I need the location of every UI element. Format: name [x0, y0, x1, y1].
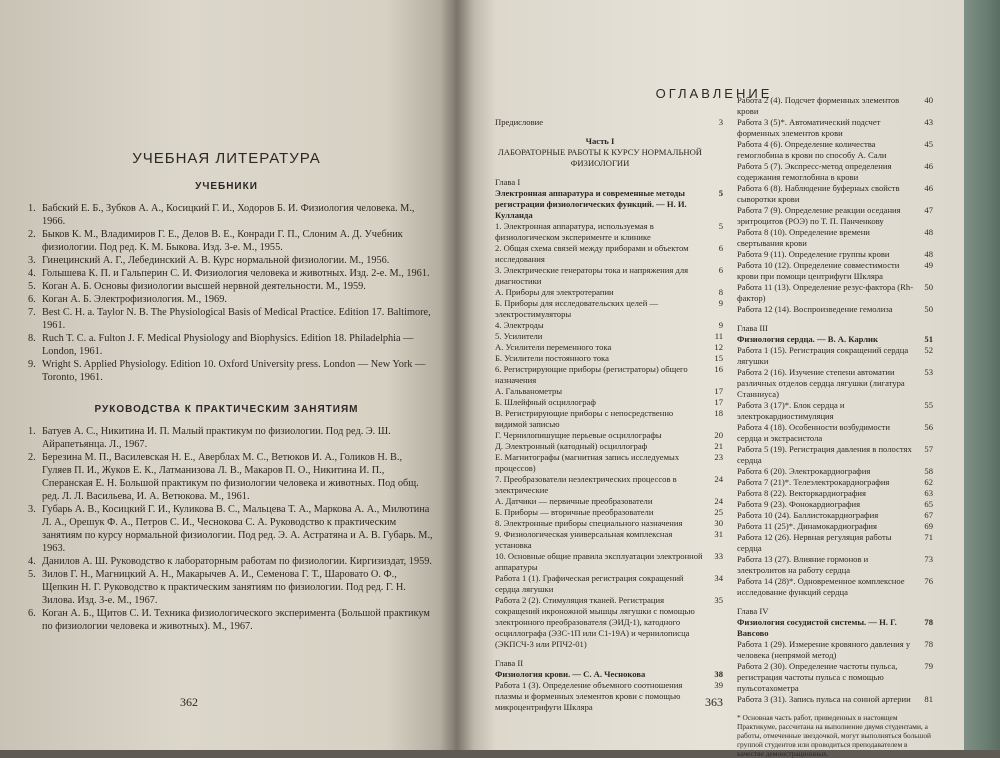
toc-entry-title: Работа 6 (8). Наблюдение буферных свойств сыворотки крови — [737, 183, 900, 204]
toc-entry-page: 35 — [714, 595, 723, 605]
toc-entry-page: 52 — [924, 345, 933, 355]
toc-entry-page: 62 — [924, 477, 933, 487]
toc-entry-page: 55 — [924, 400, 933, 410]
toc-entry-title: 6. Регистрирующие приборы (регистраторы) общего назначения — [495, 364, 688, 385]
toc-entry-title: 9. Физиологическая универсальная комплексная установка — [495, 529, 673, 550]
right-page — [455, 0, 967, 758]
toc-entry — [737, 488, 933, 499]
toc-entry-title: Работа 3 (17)*. Блок сердца и электрокардиостимуляция — [737, 400, 845, 421]
left-page-title: УЧЕБНАЯ ЛИТЕРАТУРА — [132, 150, 321, 167]
toc-entry-title: Работа 10 (24). Баллистокардиография — [737, 510, 879, 520]
toc-entry — [737, 661, 933, 694]
toc-entry — [737, 304, 933, 315]
toc-entry-page: 12 — [714, 342, 723, 352]
toc-entry-page: 63 — [924, 488, 933, 498]
toc-entry — [495, 507, 723, 518]
toc-entry — [495, 386, 723, 397]
toc-entry-page: 17 — [714, 386, 723, 396]
toc-entry-page: 46 — [924, 183, 933, 193]
toc-entry-page: 6 — [718, 265, 723, 275]
toc-entry-page: 18 — [714, 408, 723, 418]
toc-entry-page: 6 — [718, 243, 723, 253]
toc-entry-page: 51 — [924, 334, 933, 344]
toc-entry-page: 38 — [714, 669, 723, 679]
toc-entry-page: 15 — [714, 353, 723, 363]
toc-entry-title: А. Усилители переменного тока — [495, 342, 612, 352]
bibliography-item-text: Березина М. П., Василевская Н. Е., Аверблах М. С., Ветюков И. А., Голиков Н. В., Гуляев П. И., Жуков Е. К., Латманизова Л. В., Макаров П. О., Никитина И. П., Сперанская Е. Н. Большой практикум по физиологии человека и животных. Под общ. ред. Л. Л. Васильева, И. А. Ветюкова. М., 1961. — [42, 452, 419, 502]
toc-entry — [495, 658, 723, 669]
toc-entry — [737, 576, 933, 598]
toc-entry — [737, 161, 933, 183]
toc-entry-page — [709, 136, 723, 147]
toc-entry-page: 78 — [924, 617, 933, 627]
toc-entry — [495, 551, 723, 573]
toc-entry-page: 31 — [714, 529, 723, 539]
book-gutter — [440, 0, 474, 750]
toc-entry-title: 4. Электроды — [495, 320, 544, 330]
toc-entry-page: 20 — [714, 430, 723, 440]
toc-entry-title: Работа 5 (19). Регистрация давления в полостях сердца — [737, 444, 912, 465]
bibliography-item-text: Гинецинский А. Г., Лебединский А. В. Курс нормальной физиологии. М., 1956. — [42, 255, 390, 266]
bibliography-item-text: Зилов Г. Н., Магницкий А. Н., Макарычев А. И., Семенова Г. Т., Шаровато О. Ф., Щепкин Н. Г. Руководство к практическим занятиям по физиологии. Под ред. Г. Н. Зилова. Изд. 3-е. М., 1967. — [42, 569, 406, 606]
toc-entry-title: ЛАБОРАТОРНЫЕ РАБОТЫ К КУРСУ НОРМАЛЬНОЙ ФИЗИОЛОГИИ — [497, 147, 702, 168]
toc-entry-page: 81 — [924, 694, 933, 704]
toc-entry-title: Работа 1 (15). Регистрация сокращений сердца лягушки — [737, 345, 909, 366]
toc-entry-title: Часть I — [585, 136, 615, 146]
toc-entry — [495, 669, 723, 680]
toc-entry-page: 45 — [924, 139, 933, 149]
toc-entry-title: Г. Чернилопишущие перьевые осциллографы — [495, 430, 662, 440]
toc-entry — [495, 430, 723, 441]
toc-entry-title: Работа 11 (25)*. Динамокардиография — [737, 521, 877, 531]
toc-entry-title: Работа 7 (9). Определение реакции оседания эритроцитов (РОЭ) по Т. П. Панченкову — [737, 205, 901, 226]
toc-entry-title: Работа 2 (30). Определение частоты пульса, регистрация частоты пульса с помощью пульсотахометра — [737, 661, 898, 693]
toc-entry — [495, 595, 723, 650]
bibliography-item-number: 5. — [28, 569, 36, 580]
toc-entry — [495, 364, 723, 386]
bibliography-item-number: 1. — [28, 203, 36, 214]
left-page-number: 362 — [180, 695, 198, 709]
toc-entry — [737, 444, 933, 466]
toc-entry — [495, 518, 723, 529]
toc-entry — [495, 221, 723, 243]
toc-entry-page: 5 — [718, 188, 723, 198]
bibliography-item — [20, 568, 433, 607]
toc-entry — [737, 139, 933, 161]
toc-entry-title: Е. Магнитографы (магнитная запись исследуемых процессов) — [495, 452, 680, 473]
toc-entry — [495, 452, 723, 474]
book-cover-edge — [964, 0, 1000, 750]
toc-entry-page: 58 — [924, 466, 933, 476]
practice-list — [20, 425, 433, 633]
toc-entry — [737, 400, 933, 422]
bibliography-item-text: Коган А. Б. Электрофизиология. М., 1969. — [42, 294, 227, 305]
toc-entry — [495, 342, 723, 353]
bibliography-item — [20, 332, 433, 358]
toc-entry-title: Физиология сосудистой системы. — Н. Г. Вавсово — [737, 617, 897, 638]
bibliography-item-text: Данилов А. Ш. Руководство к лабораторным работам по физиологии. Киргизиздат, 1959. — [42, 556, 432, 567]
toc-entry-title: Физиология крови. — С. А. Чеснокова — [495, 669, 646, 679]
textbooks-heading: УЧЕБНИКИ — [195, 181, 258, 192]
toc-entry-page: 79 — [924, 661, 933, 671]
toc-entry — [737, 334, 933, 345]
textbooks-list — [20, 202, 433, 384]
bibliography-item — [20, 306, 433, 332]
toc-entry-title: Электронная аппаратура и современные методы регистрации физиологических функций. — Н. И. Кулланда — [495, 188, 687, 220]
toc-entry-title: Б. Приборы — вторичные преобразователи — [495, 507, 654, 517]
toc-entry-title: А. Датчики — первичные преобразователи — [495, 496, 653, 506]
toc-entry — [737, 227, 933, 249]
toc-entry-page — [919, 606, 933, 617]
toc-entry — [495, 529, 723, 551]
toc-entry-page: 8 — [718, 287, 723, 297]
bibliography-item-number: 8. — [28, 333, 36, 344]
toc-entry — [737, 532, 933, 554]
toc-entry-title: Б. Шлейфный осциллограф — [495, 397, 596, 407]
toc-entry — [495, 188, 723, 221]
toc-entry — [737, 282, 933, 304]
toc-entry-page: 16 — [714, 364, 723, 374]
toc-entry — [495, 243, 723, 265]
toc-entry-title: Глава III — [737, 323, 768, 333]
toc-entry-page: 39 — [714, 680, 723, 690]
bibliography-item-number: 4. — [28, 556, 36, 567]
toc-entry — [737, 499, 933, 510]
toc-entry-page — [709, 658, 723, 669]
toc-entry — [495, 136, 723, 147]
toc-entry — [737, 694, 933, 705]
bibliography-item-text: Быков К. М., Владимиров Г. Е., Делов В. Е., Конради Г. П., Слоним А. Д. Учебник физиологии. Под ред. К. М. Быкова. Изд. 3-е. М., 1955. — [42, 229, 403, 253]
toc-entry-page: 56 — [924, 422, 933, 432]
toc-entry — [737, 521, 933, 532]
toc-entry — [737, 260, 933, 282]
bibliography-item — [20, 425, 433, 451]
toc-entry-title: Работа 1 (29). Измерение кровяного давления у человека (непрямой метод) — [737, 639, 911, 660]
bibliography-item-text: Best C. H. a. Taylor N. B. The Physiological Basis of Medical Practice. Edition 17. Baltimore, 1961. — [42, 307, 431, 331]
toc-entry-page: 50 — [924, 304, 933, 314]
bibliography-item-number: 3. — [28, 255, 36, 266]
right-page-number: 363 — [705, 695, 723, 709]
toc-entry-page: 50 — [924, 282, 933, 292]
bibliography-item — [20, 267, 433, 280]
bibliography-item — [20, 358, 433, 384]
toc-entry-title: 10. Основные общие правила эксплуатации электронной аппаратуры — [495, 551, 703, 572]
toc-entry-page: 47 — [924, 205, 933, 215]
toc-entry-title: Работа 11 (13). Определение резус-фактора (Rh-фактор) — [737, 282, 914, 303]
toc-entry-title: Работа 5 (7). Экспресс-метод определения содержания гемоглобина в крови — [737, 161, 892, 182]
toc-entry — [495, 117, 723, 128]
toc-entry-title: 5. Усилители — [495, 331, 543, 341]
toc-entry-page: 67 — [924, 510, 933, 520]
toc-footnote: * Основная часть работ, приведенных в настоящем Практикуме, рассчитана на выполнение двумя студентами, а работы, отмеченные звездочкой, могут выполняться большой группой студентов или проводиться преподавателем в качестве демонстрационных. — [737, 713, 932, 758]
bibliography-item-number: 5. — [28, 281, 36, 292]
bibliography-item — [20, 280, 433, 293]
toc-entry — [737, 466, 933, 477]
toc-entry-page: 73 — [924, 554, 933, 564]
toc-entry-title: 8. Электронные приборы специального назначения — [495, 518, 683, 528]
bibliography-item-number: 2. — [28, 229, 36, 240]
toc-entry-title: 2. Общая схема связей между приборами и объектом исследования — [495, 243, 689, 264]
toc-entry — [737, 183, 933, 205]
toc-entry — [737, 477, 933, 488]
bibliography-item-text: Wright S. Applied Physiology. Edition 10. Oxford University press. London — New York — Toronto, 1961. — [42, 359, 426, 383]
bibliography-item-number: 1. — [28, 426, 36, 437]
toc-entry — [495, 265, 723, 287]
toc-entry-page: 57 — [924, 444, 933, 454]
bibliography-item — [20, 555, 433, 568]
toc-entry-title: Работа 2 (2). Стимуляция тканей. Регистрация сокращений икроножной мышцы лягушки с помощью электронного преобразователя (ЭИД-1), катодного осциллографа (ЭЗС-1П или С1-19А) и чернилописца (ЭКПСЧ-3 или РПЧ2-01) — [495, 595, 695, 649]
bibliography-item — [20, 228, 433, 254]
toc-entry-title: Б. Приборы для исследовательских целей — электростимуляторы — [495, 298, 659, 319]
toc-entry-title: Работа 9 (11). Определение группы крови — [737, 249, 890, 259]
bibliography-item-text: Губарь А. В., Косицкий Г. И., Куликова В. С., Мальцева Т. А., Маркова А. А., Милютина Л. А., Орешук Ф. А., Петров С. И., Чеснокова С. А. Руководство к практическим занятиям по курсу нормальной физиологии. Под ред. Э. А. Астратяна и А. В. Губарь. М., 1963. — [42, 504, 433, 554]
toc-entry — [495, 298, 723, 320]
toc-entry — [737, 249, 933, 260]
toc-entry-title: Физиология сердца. — В. А. Карлик — [737, 334, 878, 344]
bibliography-item-number: 4. — [28, 268, 36, 279]
toc-entry-page: 24 — [714, 474, 723, 484]
toc-entry — [737, 510, 933, 521]
toc-entry-page: 53 — [924, 367, 933, 377]
bibliography-item — [20, 293, 433, 306]
bibliography-item-number: 9. — [28, 359, 36, 370]
toc-entry-page: 69 — [924, 521, 933, 531]
bibliography-item-number: 6. — [28, 294, 36, 305]
toc-entry — [495, 680, 723, 713]
toc-entry-title: Работа 10 (12). Определение совместимости крови при помощи центрифуги Шкляра — [737, 260, 900, 281]
toc-entry — [737, 554, 933, 576]
toc-entry-title: Работа 6 (20). Электрокардиография — [737, 466, 871, 476]
toc-entry-page: 65 — [924, 499, 933, 509]
toc-column-1 — [495, 117, 723, 713]
toc-entry-title: Работа 2 (16). Изучение степени автоматии различных отделов сердца лягушки (лигатура Станниуса) — [737, 367, 905, 399]
toc-entry — [495, 408, 723, 430]
bibliography-item-text: Бабский Е. Б., Зубков А. А., Косицкий Г. И., Ходоров Б. И. Физиология человека. М., 1966. — [42, 203, 415, 227]
toc-entry-title: 1. Электронная аппаратура, используемая в физиологическом эксперименте и клинике — [495, 221, 654, 242]
toc-entry-title: Б. Усилители постоянного тока — [495, 353, 609, 363]
toc-entry-title: Глава IV — [737, 606, 769, 616]
toc-entry-title: Д. Электронный (катодный) осциллограф — [495, 441, 648, 451]
toc-entry-page: 5 — [718, 221, 723, 231]
toc-entry-title: Работа 12 (14). Воспроизведение гемолиза — [737, 304, 893, 314]
toc-entry — [495, 573, 723, 595]
toc-entry-page: 11 — [714, 331, 723, 341]
toc-entry — [737, 95, 933, 117]
toc-entry-title: Работа 4 (18). Особенности возбудимости сердца и экстрасистола — [737, 422, 891, 443]
toc-entry-page — [919, 323, 933, 334]
bibliography-item-text: Голышева К. П. и Гальперин С. И. Физиология человека и животных. Изд. 2-е. М., 1961. — [42, 268, 430, 279]
bibliography-item — [20, 607, 433, 633]
bibliography-item-number: 3. — [28, 504, 36, 515]
toc-entry-page: 24 — [714, 496, 723, 506]
toc-entry — [495, 474, 723, 496]
toc-entry-title: Работа 8 (10). Определение времени свертывания крови — [737, 227, 870, 248]
bibliography-item — [20, 503, 433, 555]
toc-entry-title: А. Приборы для электротерапии — [495, 287, 614, 297]
toc-entry — [495, 397, 723, 408]
toc-entry-page: 46 — [924, 161, 933, 171]
toc-entry-title: Работа 3 (5)*. Автоматический подсчет форменных элементов крови — [737, 117, 881, 138]
toc-entry-title: Глава I — [495, 177, 521, 187]
toc-entry — [495, 496, 723, 507]
toc-entry — [495, 441, 723, 452]
toc-entry-page: 71 — [924, 532, 933, 542]
toc-entry-page: 23 — [714, 452, 723, 462]
toc-title: ОГЛАВЛЕНИЕ — [655, 86, 773, 101]
bibliography-item-text: Коган А. Б., Щитов С. И. Техника физиологического эксперимента (Большой практикум по физиологии человека и животных). М., 1967. — [42, 608, 430, 632]
toc-entry-page: 78 — [924, 639, 933, 649]
toc-entry-page — [709, 177, 723, 188]
toc-entry-title: А. Гальванометры — [495, 386, 563, 396]
toc-entry-title: Работа 7 (21)*. Телеэлектрокардиография — [737, 477, 890, 487]
toc-columns — [495, 95, 933, 758]
toc-entry-page: 43 — [924, 117, 933, 127]
toc-entry-page: 33 — [714, 551, 723, 561]
toc-entry — [737, 205, 933, 227]
toc-entry-page: 49 — [924, 260, 933, 270]
toc-entry-title: Работа 2 (4). Подсчет форменных элементов крови — [737, 95, 900, 116]
toc-entry-title: Работа 1 (3). Определение объемного соотношения плазмы и форменных элементов крови с помощью микроцентрифуги Шкляра — [495, 680, 683, 712]
toc-entry — [737, 639, 933, 661]
bibliography-item — [20, 202, 433, 228]
toc-entry-page: 48 — [924, 249, 933, 259]
toc-entry-title: Работа 8 (22). Векторкардиография — [737, 488, 866, 498]
bibliography-item-text: Коган А. Б. Основы физиологии высшей нервной деятельности. М., 1959. — [42, 281, 366, 292]
toc-column-2 — [737, 95, 933, 758]
toc-entry-title: Работа 4 (6). Определение количества гемоглобина в крови по способу А. Сали — [737, 139, 887, 160]
toc-entry — [737, 117, 933, 139]
toc-entry-page: 9 — [718, 298, 723, 308]
left-page — [0, 0, 455, 750]
toc-entry-page: 17 — [714, 397, 723, 407]
toc-entry — [495, 177, 723, 188]
toc-entry-page: 30 — [714, 518, 723, 528]
toc-entry-title: В. Регистрирующие приборы с непосредственно видимой записью — [495, 408, 674, 429]
toc-entry-title: Работа 13 (27). Влияние гормонов и электролитов на работу сердца — [737, 554, 869, 575]
toc-entry-title: Работа 9 (23). Фонокардиография — [737, 499, 861, 509]
toc-entry-page: 3 — [718, 117, 723, 127]
bibliography-item-number: 2. — [28, 452, 36, 463]
toc-entry-page: 34 — [714, 573, 723, 583]
toc-entry-title: Работа 14 (28)*. Одновременное комплексное исследование функций сердца — [737, 576, 905, 597]
toc-entry — [495, 147, 723, 169]
bibliography-item-number: 7. — [28, 307, 36, 318]
toc-entry — [737, 422, 933, 444]
toc-entry-title: 3. Электрические генераторы тока и напряжения для диагностики — [495, 265, 689, 286]
toc-entry-page: 9 — [718, 320, 723, 330]
toc-entry-title: Работа 3 (31). Запись пульса на сонной артерии — [737, 694, 911, 704]
bibliography-item — [20, 254, 433, 267]
toc-entry-title: Работа 12 (26). Нервная регуляция работы сердца — [737, 532, 892, 553]
toc-entry-title: Глава II — [495, 658, 524, 668]
toc-entry-page: 21 — [714, 441, 723, 451]
bibliography-item-number: 6. — [28, 608, 36, 619]
toc-entry-page: 25 — [714, 507, 723, 517]
toc-entry — [495, 353, 723, 364]
toc-entry-page — [709, 147, 723, 169]
toc-entry — [495, 287, 723, 298]
toc-entry-title: 7. Преобразователи неэлектрических процессов в электрические — [495, 474, 677, 495]
toc-entry-title: Предисловие — [495, 117, 544, 127]
toc-entry — [495, 320, 723, 331]
toc-entry-page: 40 — [924, 95, 933, 105]
bibliography-item-text: Батуев А. С., Никитина И. П. Малый практикум по физиологии. Под ред. Э. Ш. Айрапетьянца. Л., 1967. — [42, 426, 391, 450]
toc-entry — [737, 323, 933, 334]
toc-entry — [495, 331, 723, 342]
toc-entry-title: Работа 1 (1). Графическая регистрация сокращений сердца лягушки — [495, 573, 684, 594]
toc-entry-page: 48 — [924, 227, 933, 237]
toc-entry — [737, 606, 933, 617]
toc-entry — [737, 367, 933, 400]
bibliography-item-text: Ruch T. C. a. Fulton J. F. Medical Physiology and Biophysics. Edition 18. Philadelphia — London, 1961. — [42, 333, 414, 357]
practice-heading: РУКОВОДСТВА К ПРАКТИЧЕСКИМ ЗАНЯТИЯМ — [94, 404, 359, 415]
toc-entry — [737, 617, 933, 639]
bibliography-item — [20, 451, 433, 503]
toc-entry — [737, 345, 933, 367]
toc-entry-page: 76 — [924, 576, 933, 586]
